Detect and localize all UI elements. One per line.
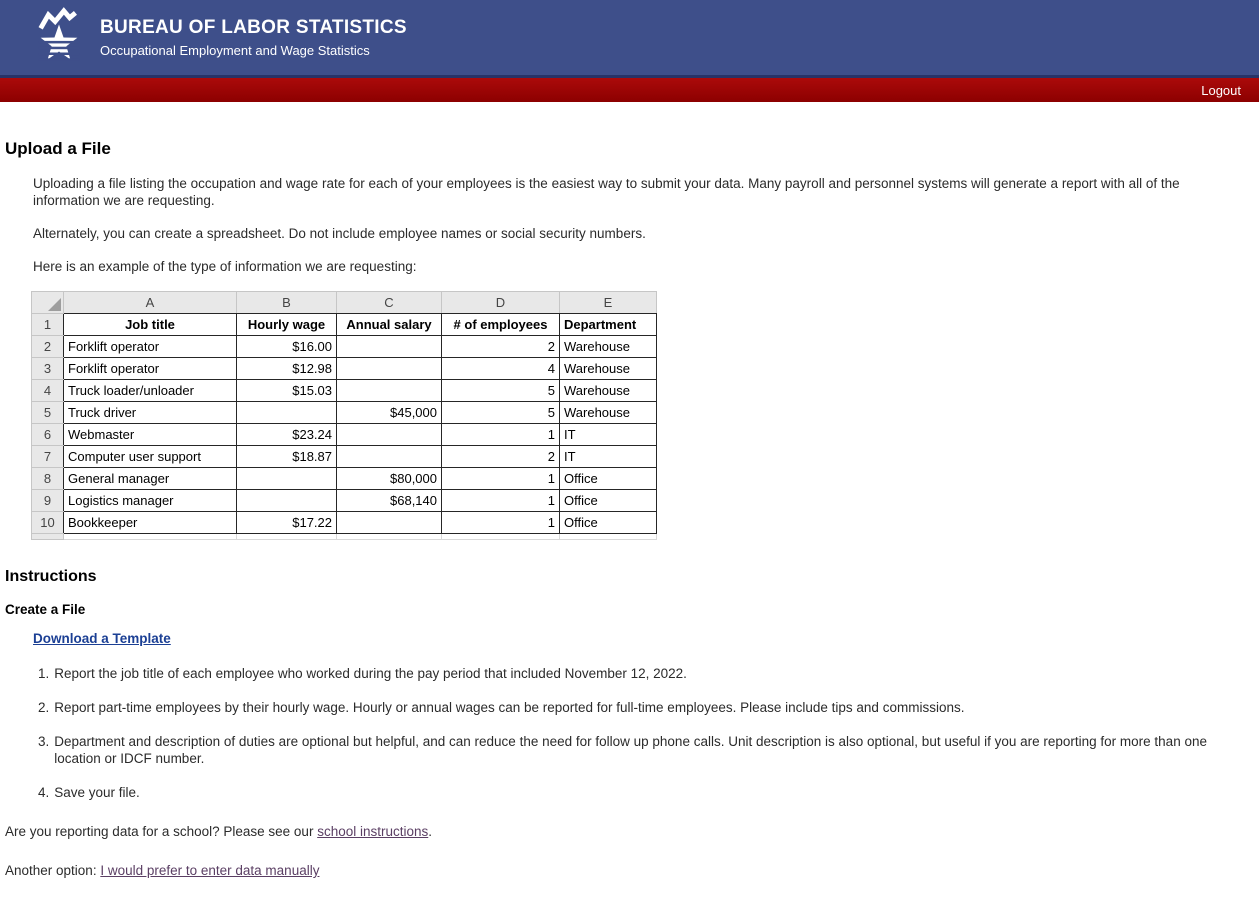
sheet-cell: 1 — [442, 468, 560, 490]
instruction-item — [38, 784, 1243, 801]
row-number: 5 — [32, 402, 64, 424]
sheet-cell — [337, 424, 442, 446]
column-letter: D — [442, 292, 560, 314]
sheet-cell: Computer user support — [64, 446, 237, 468]
enter-data-manually-link[interactable]: I would prefer to enter data manually — [100, 863, 320, 878]
school-instructions-link[interactable]: school instructions — [317, 824, 429, 839]
column-letter: A — [64, 292, 237, 314]
sheet-header-row — [32, 314, 657, 336]
sheet-cell: Office — [560, 468, 657, 490]
item-text: Department and description of duties are optional but helpful, and can reduce the need for follow up phone calls. Unit description is also optional, but useful if you are reporting for more than one location or IDCF number. — [54, 734, 1207, 766]
sheet-cell: Logistics manager — [64, 490, 237, 512]
sheet-cell — [337, 358, 442, 380]
row-number: 6 — [32, 424, 64, 446]
sheet-cell: Warehouse — [560, 380, 657, 402]
row-number: 9 — [32, 490, 64, 512]
page-title: Upload a File — [5, 139, 111, 158]
intro-paragraph-1: Uploading a file listing the occupation and wage rate for each of your employees is the easiest way to submit your data. Many payroll and personnel systems will generate a report with all of the information we are requesting. — [33, 176, 1180, 208]
row-number: 8 — [32, 468, 64, 490]
sheet-cell: Office — [560, 512, 657, 534]
another-option-text: Another option: — [5, 863, 101, 878]
sheet-cell: $18.87 — [237, 446, 337, 468]
column-letter: B — [237, 292, 337, 314]
column-letter: E — [560, 292, 657, 314]
sheet-cell: $23.24 — [237, 424, 337, 446]
sheet-cell: 1 — [442, 490, 560, 512]
sheet-cell: 5 — [442, 380, 560, 402]
sheet-cell — [237, 468, 337, 490]
instruction-item — [38, 733, 1243, 767]
sheet-header-cell: # of employees — [442, 314, 560, 336]
intro-paragraph-3: Here is an example of the type of information we are requesting: — [33, 259, 417, 274]
bls-logo-icon — [30, 7, 88, 69]
sheet-row — [32, 468, 657, 490]
sheet-cell: General manager — [64, 468, 237, 490]
sheet-cell: $15.03 — [237, 380, 337, 402]
logout-link[interactable]: Logout — [1201, 82, 1241, 98]
header-titles — [100, 17, 407, 58]
sheet-cell: Truck loader/unloader — [64, 380, 237, 402]
sheet-row — [32, 380, 657, 402]
school-question-line — [5, 823, 1243, 840]
sheet-cell: $17.22 — [237, 512, 337, 534]
sheet-cell: Forklift operator — [64, 336, 237, 358]
item-number: 4. — [38, 785, 50, 800]
sheet-row — [32, 358, 657, 380]
row-number: 2 — [32, 336, 64, 358]
row-number: 3 — [32, 358, 64, 380]
sheet-cell: $45,000 — [337, 402, 442, 424]
item-number: 3. — [38, 734, 50, 749]
create-file-subheading: Create a File — [5, 602, 86, 617]
sheet-cell: IT — [560, 446, 657, 468]
download-template-link[interactable]: Download a Template — [33, 631, 171, 646]
instructions-heading: Instructions — [5, 568, 97, 585]
sheet-cell: 1 — [442, 424, 560, 446]
partial-row — [32, 534, 657, 540]
sheet-cell: Warehouse — [560, 336, 657, 358]
sheet-cell: Office — [560, 490, 657, 512]
sheet-cell: $12.98 — [237, 358, 337, 380]
item-text: Save your file. — [54, 785, 140, 800]
item-number: 1. — [38, 666, 50, 681]
sheet-cell: 2 — [442, 446, 560, 468]
row-number: 4 — [32, 380, 64, 402]
sheet-cell: 5 — [442, 402, 560, 424]
sheet-cell: 2 — [442, 336, 560, 358]
column-letter: C — [337, 292, 442, 314]
sheet-cell: 1 — [442, 512, 560, 534]
example-spreadsheet — [31, 291, 657, 540]
row-number: 1 — [32, 314, 64, 336]
instruction-item — [38, 699, 1243, 716]
school-question-suffix: . — [428, 824, 433, 839]
sheet-header-cell: Annual salary — [337, 314, 442, 336]
sheet-row — [32, 446, 657, 468]
sheet-cell: $80,000 — [337, 468, 442, 490]
sheet-cell: 4 — [442, 358, 560, 380]
sheet-cell: Webmaster — [64, 424, 237, 446]
sheet-corner-cell — [32, 292, 64, 314]
sheet-cell — [337, 380, 442, 402]
app-title: BUREAU OF LABOR STATISTICS — [100, 17, 407, 38]
row-number: 7 — [32, 446, 64, 468]
sheet-cell — [337, 336, 442, 358]
app-header — [0, 0, 1259, 78]
sheet-header-cell: Department — [560, 314, 657, 336]
sheet-cell: $68,140 — [337, 490, 442, 512]
item-number: 2. — [38, 700, 50, 715]
sheet-row — [32, 490, 657, 512]
sheet-row — [32, 512, 657, 534]
sheet-cell — [337, 512, 442, 534]
another-option-line — [5, 862, 1243, 879]
instructions-list — [5, 665, 1243, 801]
app-subtitle: Occupational Employment and Wage Statistics — [100, 43, 370, 58]
sheet-cell: $16.00 — [237, 336, 337, 358]
item-text: Report the job title of each employee who worked during the pay period that included November 12, 2022. — [54, 666, 687, 681]
row-number: 10 — [32, 512, 64, 534]
sheet-header-cell: Job title — [64, 314, 237, 336]
column-letters-row — [32, 292, 657, 314]
sheet-cell: Truck driver — [64, 402, 237, 424]
sheet-cell — [237, 402, 337, 424]
sheet-row — [32, 402, 657, 424]
school-question-text: Are you reporting data for a school? Please see our — [5, 824, 318, 839]
sheet-cell: Warehouse — [560, 358, 657, 380]
sheet-header-cell: Hourly wage — [237, 314, 337, 336]
sheet-row — [32, 424, 657, 446]
sheet-cell: Bookkeeper — [64, 512, 237, 534]
corner-triangle-icon — [48, 298, 61, 311]
sheet-cell: IT — [560, 424, 657, 446]
intro-paragraph-2: Alternately, you can create a spreadsheet. Do not include employee names or social security numbers. — [33, 226, 646, 241]
sheet-row — [32, 336, 657, 358]
sheet-cell: Forklift operator — [64, 358, 237, 380]
main-content — [0, 139, 1259, 903]
nav-bar — [0, 78, 1259, 102]
sheet-cell — [337, 446, 442, 468]
sheet-cell — [237, 490, 337, 512]
item-text: Report part-time employees by their hourly wage. Hourly or annual wages can be reported for full-time employees. Please include tips and commissions. — [54, 700, 965, 715]
instruction-item — [38, 665, 1243, 682]
sheet-cell: Warehouse — [560, 402, 657, 424]
